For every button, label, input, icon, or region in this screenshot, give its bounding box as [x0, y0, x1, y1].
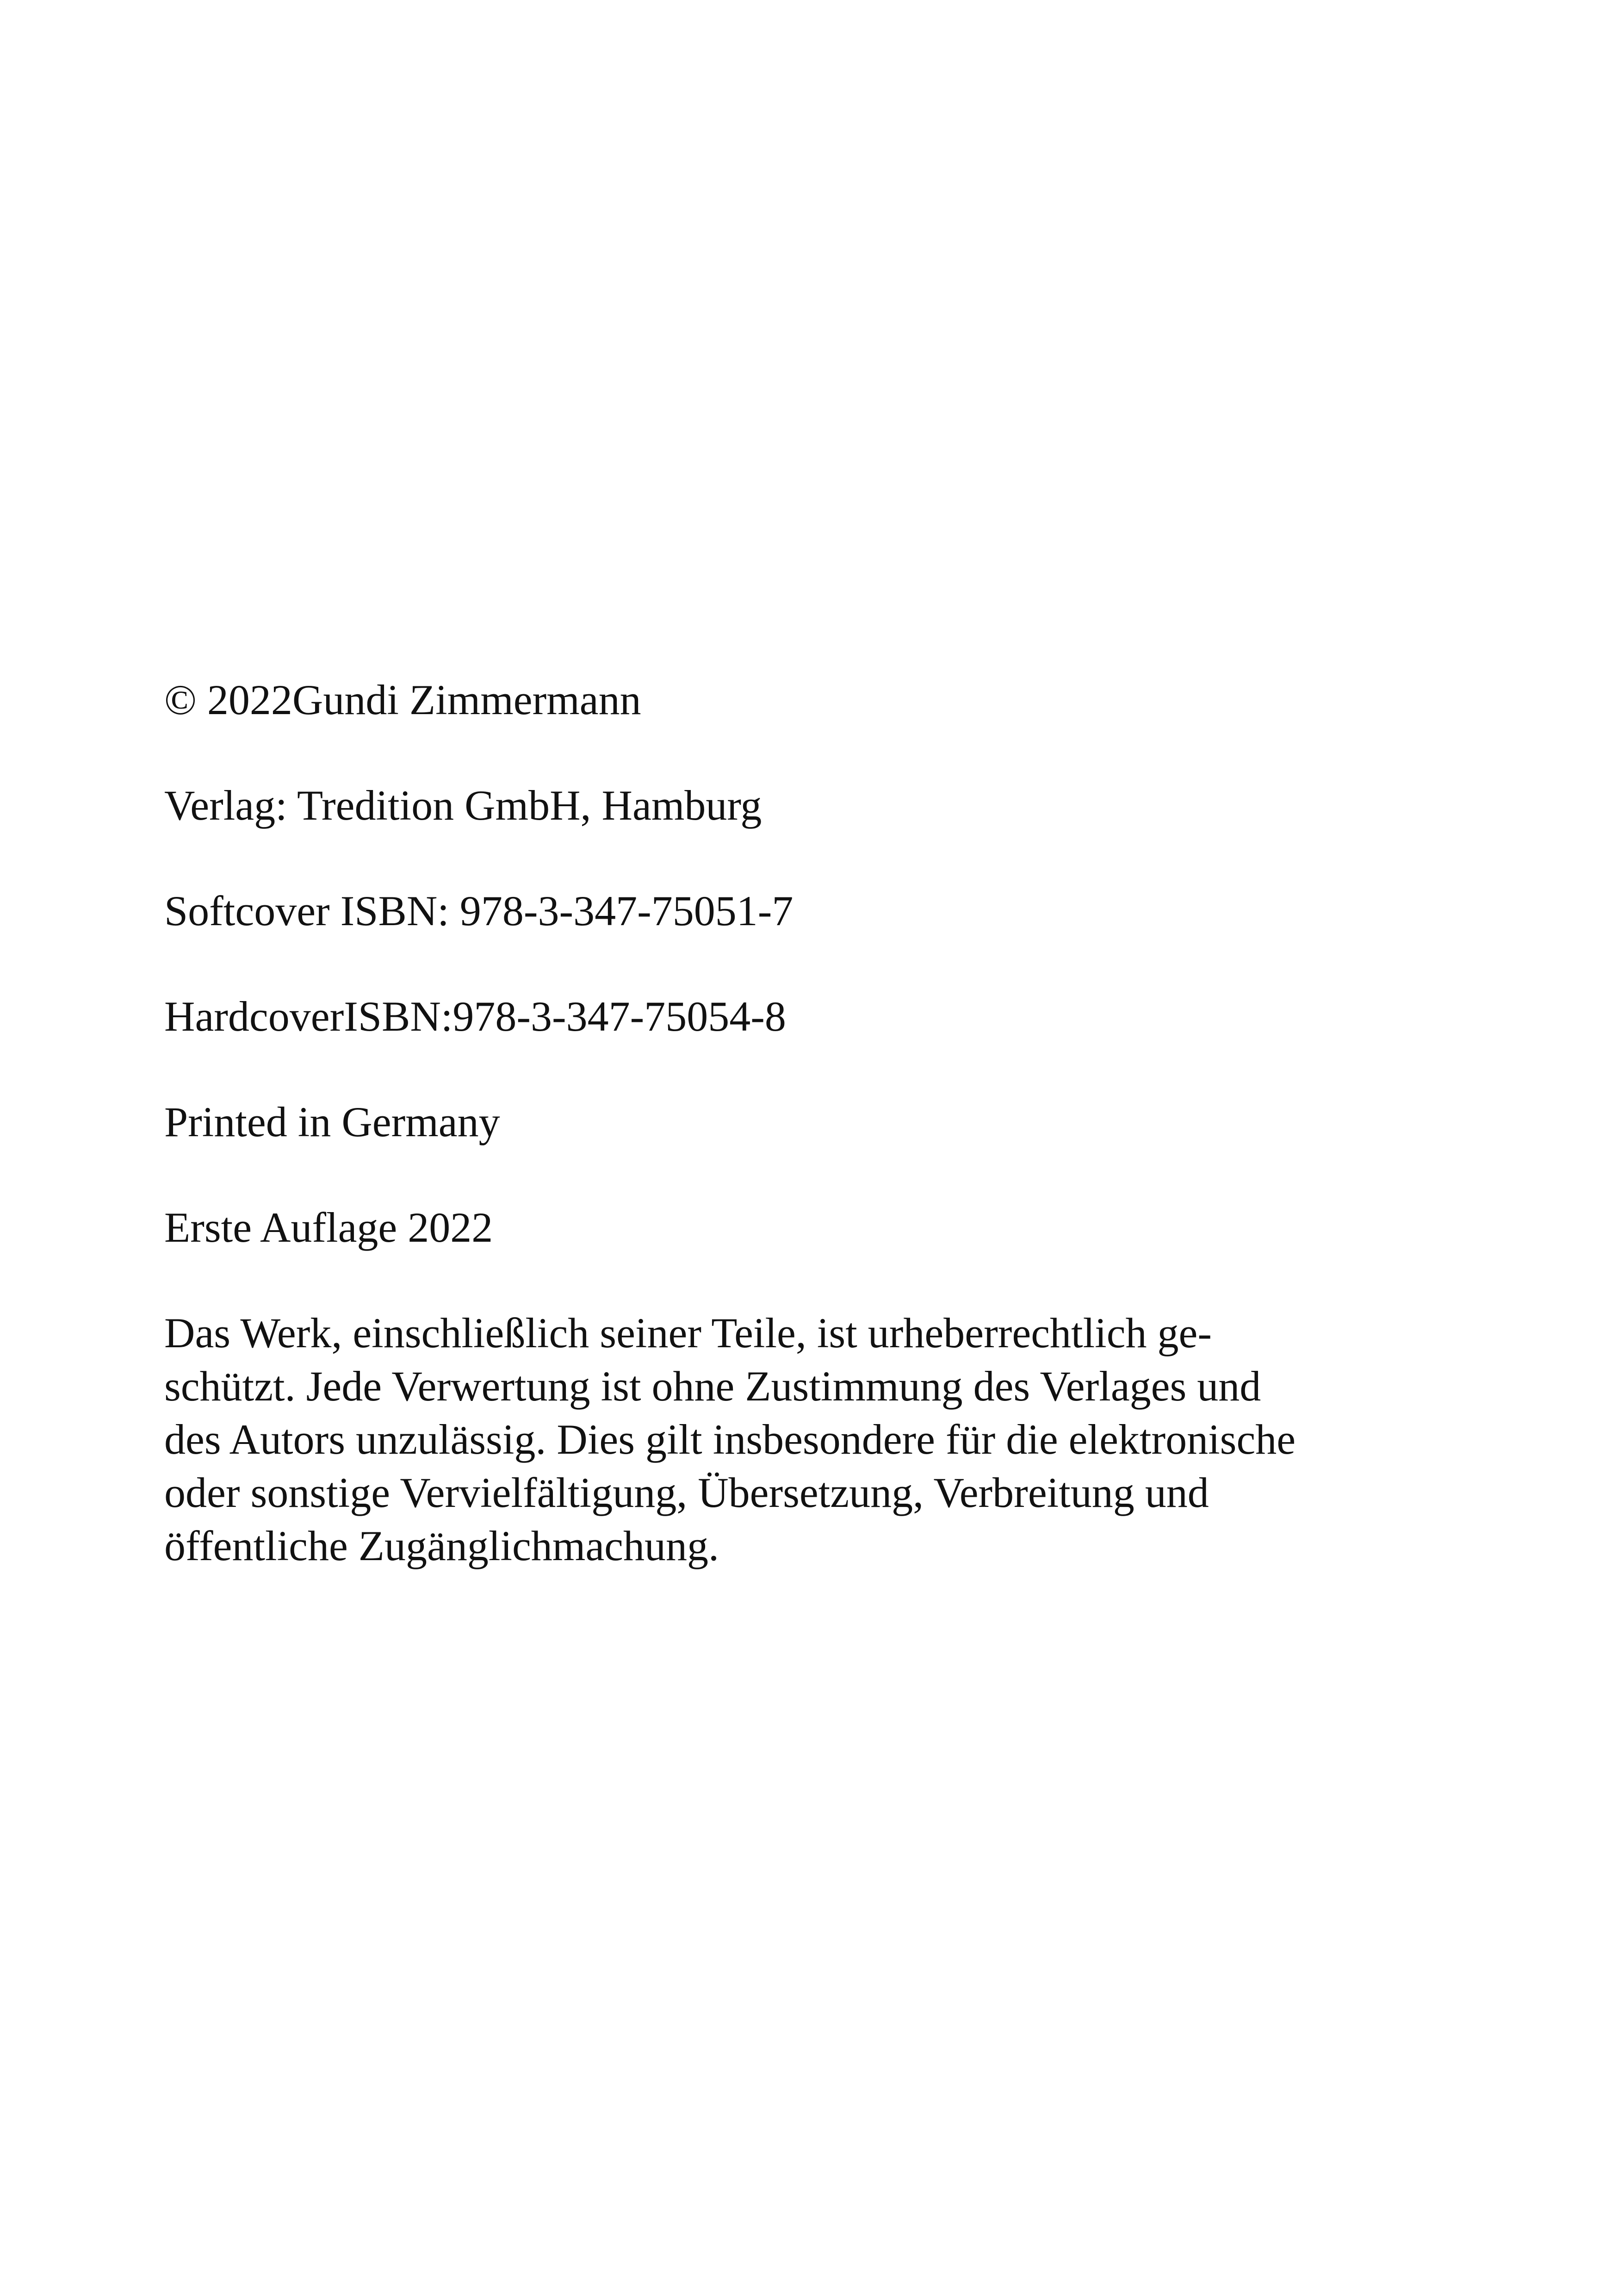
rights-notice-line: Das Werk, einschließlich seiner Teile, ist urheberrechtlich ge-: [164, 1309, 1212, 1356]
rights-notice-line: schützt. Jede Verwertung ist ohne Zustimmung des Verlages und: [164, 1363, 1261, 1410]
printed-in-line: Printed in Germany: [164, 1098, 500, 1145]
softcover-isbn: Softcover ISBN: 978-3-347-75051-7: [164, 887, 794, 934]
hardcover-isbn: HardcoverISBN:978-3-347-75054-8: [164, 993, 786, 1040]
publisher-line: Verlag: Tredition GmbH, Hamburg: [164, 782, 762, 829]
copyright-notice: © 2022Gundi Zimmermann: [164, 676, 641, 723]
rights-notice-line: des Autors unzulässig. Dies gilt insbesondere für die elektronische: [164, 1416, 1296, 1463]
edition-line: Erste Auflage 2022: [164, 1204, 493, 1251]
rights-notice-line: öffentliche Zugänglichmachung.: [164, 1522, 719, 1569]
rights-notice-line: oder sonstige Vervielfältigung, Übersetzung, Verbreitung und: [164, 1469, 1209, 1516]
imprint-block: [164, 673, 1506, 1573]
rights-notice: [164, 1307, 1506, 1573]
